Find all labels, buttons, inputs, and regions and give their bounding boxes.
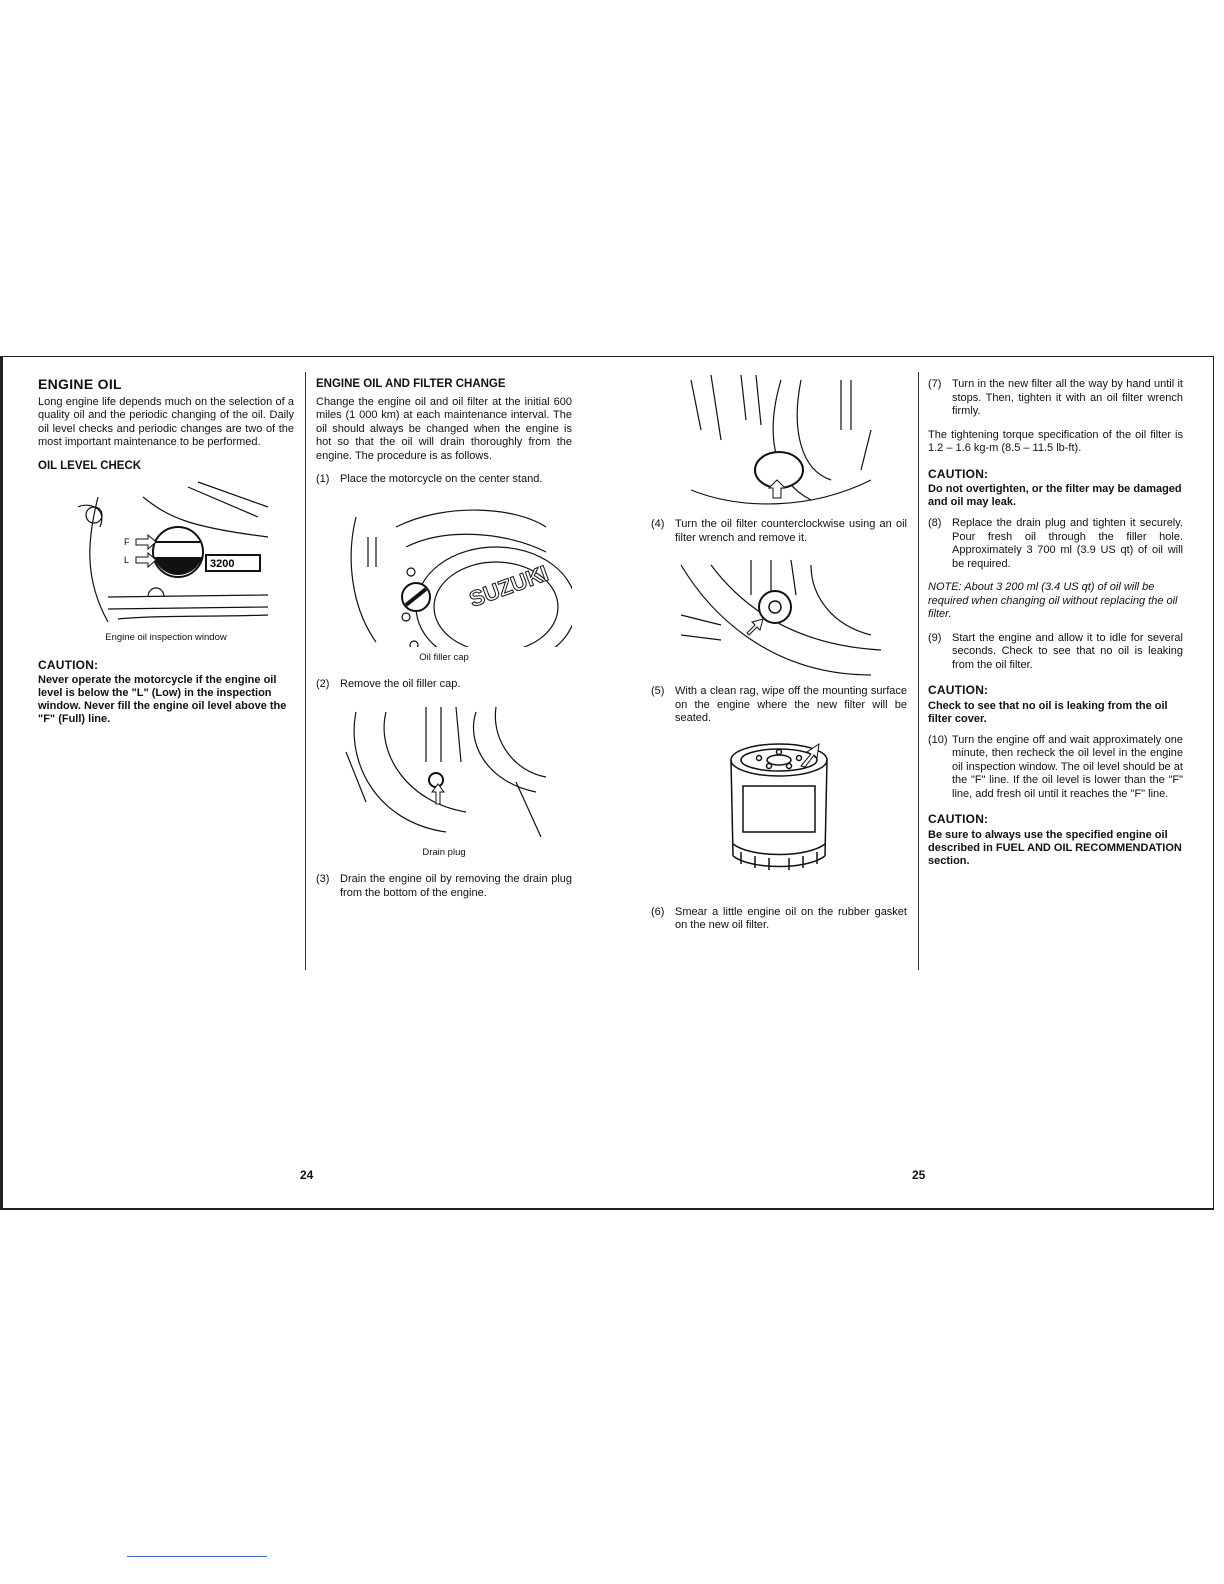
step-text: With a clean rag, wipe off the mounting surface on the engine where the new filter will be seated. [675, 685, 907, 724]
column-3 [651, 370, 907, 943]
caution-heading: CAUTION: [928, 683, 989, 697]
oil-inspection-window-figure [38, 477, 294, 627]
figure-caption-inspection-window: Engine oil inspection window [105, 632, 227, 643]
section-heading-oil-filter-change: ENGINE OIL AND FILTER CHANGE [316, 378, 506, 390]
step-text: Drain the engine oil by removing the drain plug from the bottom of the engine. [340, 873, 572, 899]
caution-heading: CAUTION: [928, 812, 989, 826]
caution-heading: CAUTION: [928, 466, 989, 481]
page-top-border [0, 356, 1214, 357]
fig-label-l: L [124, 555, 130, 565]
oil-filter-mounting-figure [651, 555, 907, 685]
figure-caption-oil-filler-cap: Oil filler cap [419, 651, 469, 663]
oil-filler-cap-figure [316, 497, 572, 647]
oil-level-check-heading: OIL LEVEL CHECK [38, 459, 142, 472]
page-right-border [1213, 356, 1214, 1209]
step-number: (3) [316, 873, 330, 885]
step-number: (1) [316, 473, 330, 485]
step-number: (8) [928, 517, 942, 529]
step-3 [316, 873, 572, 900]
step-number: (2) [316, 678, 330, 690]
engine-oil-intro: Long engine life depends much on the selection of a quality oil and the periodic changing of the oil. Daily oil level checks and periodic changes are two of the most important maintenance to be performed. [38, 395, 294, 448]
caution-text: Be sure to always use the specified engine oil described in FUEL AND OIL RECOMMENDATION section. [928, 828, 1182, 867]
step-number: (6) [651, 905, 665, 918]
step-5 [651, 685, 907, 726]
step-text: Remove the oil filler cap. [340, 678, 461, 690]
page-left-border [0, 356, 3, 1209]
drain-plug-figure [316, 702, 572, 842]
column-divider-1 [305, 372, 306, 970]
oil-filter-change-intro: Change the engine oil and oil filter at the initial 600 miles (1 000 km) at each maintenance interval. The oil should always be changed when the engine is hot so that the oil will drain thoroughly from the engine. The procedure is as follows. [316, 395, 572, 462]
step-1 [316, 473, 572, 487]
step-2 [316, 678, 572, 692]
caution-heading: CAUTION: [38, 657, 99, 672]
new-oil-filter-figure [651, 736, 907, 876]
step-9 [928, 632, 1183, 673]
page-number-left: 24 [300, 1168, 314, 1182]
page-bottom-border [0, 1208, 1214, 1210]
fig-label-f: F [124, 537, 130, 547]
column-2 [316, 378, 572, 910]
note-oil-quantity: NOTE: About 3 200 ml (3.4 US qt) of oil will be required when changing oil without replacing the oil filter. [928, 581, 1178, 620]
caution-text: Check to see that no oil is leaking from the oil filter cover. [928, 699, 1168, 725]
step-10 [928, 734, 1183, 802]
oil-filter-removal-figure [651, 370, 907, 518]
footer-link-underline[interactable] [127, 1556, 267, 1557]
step-text: Turn the oil filter counterclockwise using an oil filter wrench and remove it. [675, 518, 907, 544]
page-number-right: 25 [912, 1168, 926, 1182]
step-8 [928, 517, 1183, 571]
section-heading-engine-oil: ENGINE OIL [38, 376, 122, 392]
step-number: (4) [651, 518, 665, 530]
column-divider-3 [918, 372, 919, 970]
step-text: Smear a little engine oil on the rubber gasket on the new oil filter. [675, 905, 907, 931]
step-4 [651, 518, 907, 545]
step-text: Start the engine and allow it to idle for several seconds. Check to see that no oil is leaking from the oil filter. [952, 631, 1183, 671]
column-1 [38, 378, 294, 734]
fig-part-number: 3200 [210, 558, 235, 570]
torque-specification: The tightening torque specification of the oil filter is 1.2 – 1.6 kg-m (8.5 – 11.5 lb-ft). [928, 428, 1183, 454]
step-number: (10) [928, 733, 948, 746]
step-number: (7) [928, 378, 942, 390]
caution-text: Never operate the motorcycle if the engine oil level is below the "L" (Low) in the inspection window. Never fill the engine oil level above the "F" (Full) line. [38, 674, 287, 725]
step-number: (9) [928, 631, 942, 644]
fig-brand-logo: SUZUKI [465, 559, 552, 612]
figure-caption-drain-plug: Drain plug [422, 846, 466, 858]
caution-text: Do not overtighten, or the filter may be damaged and oil may leak. [928, 483, 1182, 508]
step-text: Turn the engine off and wait approximately one minute, then recheck the oil level in the engine oil inspection window. The oil level should be at the "F" line. If the oil level is lower than the "F" line, add fresh oil until it reaches the "F" line. [952, 733, 1183, 800]
step-text: Replace the drain plug and tighten it securely. Pour fresh oil through the filler hole. Approximately 3 700 ml (3.9 US qt) of oil will be required. [952, 517, 1183, 570]
step-number: (5) [651, 685, 665, 697]
step-text: Place the motorcycle on the center stand. [340, 473, 543, 485]
step-6 [651, 906, 907, 933]
step-7 [928, 378, 1183, 419]
step-text: Turn in the new filter all the way by hand until it stops. Then, tighten it with an oil filter wrench firmly. [952, 378, 1183, 417]
column-4 [928, 378, 1183, 876]
